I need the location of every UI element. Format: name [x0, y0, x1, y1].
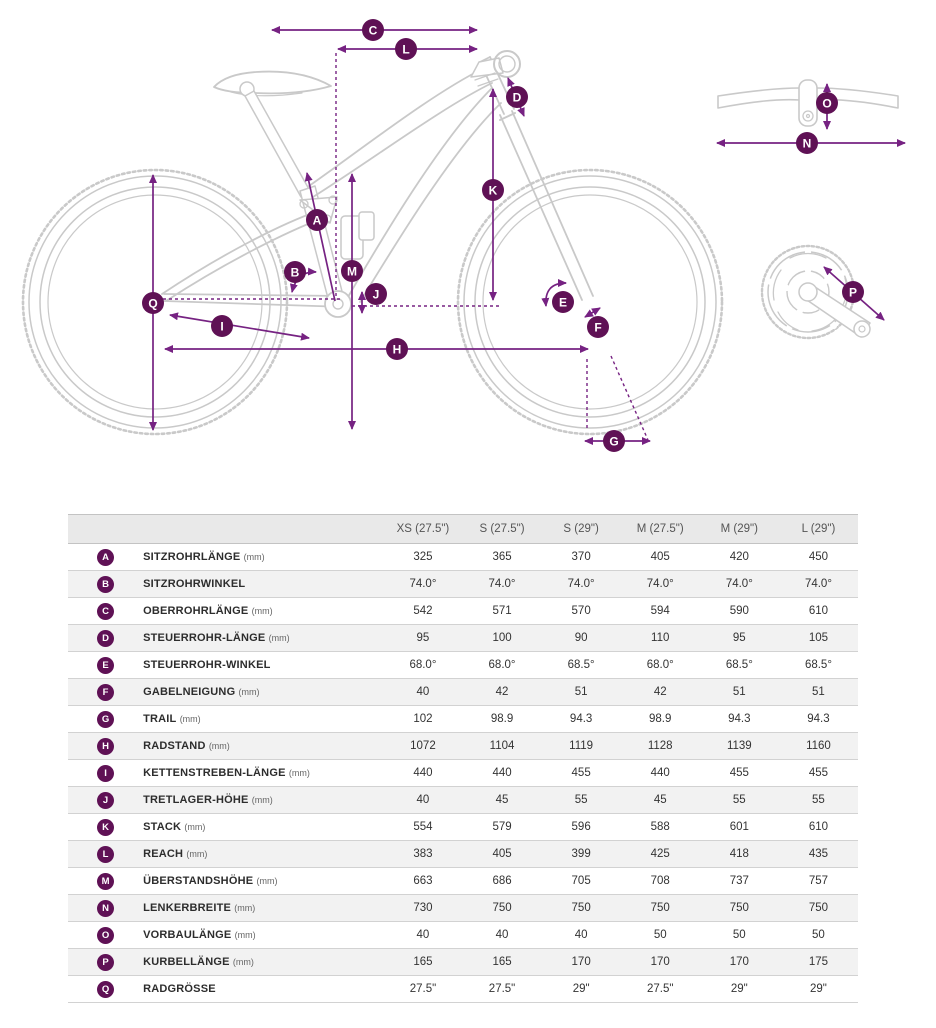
row-badge-cell — [68, 652, 143, 679]
size-header-row — [68, 515, 858, 544]
value-cell: 74.0° — [542, 571, 621, 598]
row-label: SITZROHRWINKEL — [143, 578, 246, 590]
row-label-cell — [143, 544, 383, 571]
row-badge-cell — [68, 976, 143, 1003]
dim-badge-n — [796, 132, 818, 154]
row-badge-cell — [68, 679, 143, 706]
row-label-cell — [143, 652, 383, 679]
row-badge-cell — [68, 922, 143, 949]
row-label-cell — [143, 949, 383, 976]
row-letter-badge: I — [97, 765, 114, 782]
value-cell: 175 — [779, 949, 858, 976]
row-label: OBERROHRLÄNGE — [143, 605, 249, 617]
value-cell: 27.5" — [383, 976, 462, 1003]
dim-badge-d — [506, 86, 528, 108]
value-cell: 399 — [542, 841, 621, 868]
value-cell: 68.5° — [700, 652, 779, 679]
row-badge-cell — [68, 706, 143, 733]
dim-badge-f — [587, 316, 609, 338]
row-unit: (mm) — [234, 930, 256, 940]
value-cell: 50 — [621, 922, 700, 949]
value-cell: 383 — [383, 841, 462, 868]
value-cell: 74.0° — [383, 571, 462, 598]
row-letter-badge: G — [97, 711, 114, 728]
value-cell: 170 — [700, 949, 779, 976]
row-badge-cell — [68, 787, 143, 814]
value-cell: 40 — [383, 922, 462, 949]
row-label: LENKERBREITE — [143, 902, 232, 914]
value-cell: 730 — [383, 895, 462, 922]
value-cell: 590 — [700, 598, 779, 625]
value-cell: 50 — [779, 922, 858, 949]
row-unit: (mm) — [268, 633, 290, 643]
value-cell: 370 — [542, 544, 621, 571]
value-cell: 455 — [542, 760, 621, 787]
value-cell: 325 — [383, 544, 462, 571]
value-cell: 440 — [462, 760, 541, 787]
svg-text:P: P — [848, 285, 858, 300]
bike-geometry-svg — [0, 0, 936, 505]
value-cell: 405 — [462, 841, 541, 868]
row-label: REACH — [143, 848, 184, 860]
dim-badge-l — [395, 38, 417, 60]
value-cell: 110 — [621, 625, 700, 652]
row-badge-cell — [68, 625, 143, 652]
value-cell: 542 — [383, 598, 462, 625]
row-label: TRAIL — [143, 713, 177, 725]
dim-badge-a — [306, 209, 328, 231]
row-unit: (mm) — [208, 741, 230, 751]
dim-line-i — [170, 315, 309, 338]
saddle-icon — [214, 72, 331, 197]
dim-badge-i — [211, 315, 233, 337]
value-cell: 601 — [700, 814, 779, 841]
value-cell: 55 — [542, 787, 621, 814]
value-cell: 29" — [542, 976, 621, 1003]
front-wheel-icon — [458, 170, 722, 434]
row-letter-badge: K — [97, 819, 114, 836]
geometry-table-body — [68, 544, 858, 1003]
value-cell: 40 — [383, 787, 462, 814]
value-cell: 750 — [779, 895, 858, 922]
handlebar-top-view-icon — [718, 80, 898, 126]
value-cell: 365 — [462, 544, 541, 571]
svg-text:K: K — [488, 183, 498, 198]
svg-text:L: L — [402, 42, 410, 57]
row-label-cell — [143, 787, 383, 814]
svg-text:C: C — [368, 23, 378, 38]
row-label: RADGRÖSSE — [143, 983, 216, 995]
value-cell: 750 — [462, 895, 541, 922]
value-cell: 435 — [779, 841, 858, 868]
value-cell: 663 — [383, 868, 462, 895]
value-cell: 450 — [779, 544, 858, 571]
row-label-cell — [143, 679, 383, 706]
row-label: SITZROHRLÄNGE — [143, 551, 241, 563]
value-cell: 1072 — [383, 733, 462, 760]
value-cell: 686 — [462, 868, 541, 895]
value-cell: 105 — [779, 625, 858, 652]
value-cell: 1139 — [700, 733, 779, 760]
row-unit: (mm) — [288, 768, 310, 778]
row-badge-cell — [68, 814, 143, 841]
value-cell: 455 — [779, 760, 858, 787]
row-label-cell — [143, 841, 383, 868]
value-cell: 750 — [700, 895, 779, 922]
header-spacer — [68, 515, 143, 544]
value-cell: 100 — [462, 625, 541, 652]
row-unit: (mm) — [232, 957, 254, 967]
row-badge-cell — [68, 733, 143, 760]
table-row — [68, 598, 858, 625]
table-row — [68, 652, 858, 679]
value-cell: 68.5° — [779, 652, 858, 679]
svg-text:B: B — [290, 265, 300, 280]
row-unit: (mm) — [184, 822, 206, 832]
size-header: S (29") — [542, 515, 621, 544]
geometry-table — [68, 514, 858, 1003]
value-cell: 55 — [700, 787, 779, 814]
value-cell: 90 — [542, 625, 621, 652]
row-label: VORBAULÄNGE — [143, 929, 232, 941]
row-label: TRETLAGER-HÖHE — [143, 794, 249, 806]
value-cell: 42 — [621, 679, 700, 706]
row-unit: (mm) — [256, 876, 278, 886]
table-row — [68, 706, 858, 733]
table-row — [68, 571, 858, 598]
row-label: KURBELLÄNGE — [143, 956, 230, 968]
dim-badge-c — [362, 19, 384, 41]
row-letter-badge: L — [97, 846, 114, 863]
table-row — [68, 760, 858, 787]
row-letter-badge: P — [97, 954, 114, 971]
value-cell: 45 — [462, 787, 541, 814]
value-cell: 29" — [779, 976, 858, 1003]
value-cell: 425 — [621, 841, 700, 868]
value-cell: 68.0° — [462, 652, 541, 679]
row-unit: (mm) — [251, 795, 273, 805]
row-label-cell — [143, 598, 383, 625]
value-cell: 610 — [779, 814, 858, 841]
value-cell: 94.3 — [700, 706, 779, 733]
row-label-cell — [143, 625, 383, 652]
value-cell: 1104 — [462, 733, 541, 760]
row-unit: (mm) — [243, 552, 265, 562]
row-letter-badge: Q — [97, 981, 114, 998]
row-label: STEUERROHR-LÄNGE — [143, 632, 266, 644]
value-cell: 68.0° — [383, 652, 462, 679]
row-letter-badge: D — [97, 630, 114, 647]
row-label: RADSTAND — [143, 740, 206, 752]
row-badge-cell — [68, 760, 143, 787]
geometry-diagram — [0, 0, 936, 505]
row-unit: (mm) — [179, 714, 201, 724]
row-letter-badge: J — [97, 792, 114, 809]
table-row — [68, 949, 858, 976]
svg-text:Q: Q — [148, 296, 158, 311]
value-cell: 708 — [621, 868, 700, 895]
row-badge-cell — [68, 895, 143, 922]
row-letter-badge: H — [97, 738, 114, 755]
row-label-cell — [143, 814, 383, 841]
dim-badge-q — [142, 292, 164, 314]
table-row — [68, 922, 858, 949]
row-label-cell — [143, 706, 383, 733]
row-label: ÜBERSTANDSHÖHE — [143, 875, 254, 887]
row-label-cell — [143, 571, 383, 598]
value-cell: 596 — [542, 814, 621, 841]
dim-badge-e — [552, 291, 574, 313]
row-label: GABELNEIGUNG — [143, 686, 236, 698]
value-cell: 705 — [542, 868, 621, 895]
table-row — [68, 976, 858, 1003]
svg-text:H: H — [392, 342, 402, 357]
value-cell: 40 — [542, 922, 621, 949]
value-cell: 588 — [621, 814, 700, 841]
value-cell: 455 — [700, 760, 779, 787]
value-cell: 165 — [462, 949, 541, 976]
row-label-cell — [143, 895, 383, 922]
row-label-cell — [143, 922, 383, 949]
row-letter-badge: A — [97, 549, 114, 566]
dim-badge-o — [816, 92, 838, 114]
table-row — [68, 787, 858, 814]
value-cell: 757 — [779, 868, 858, 895]
svg-text:N: N — [802, 136, 812, 151]
row-badge-cell — [68, 598, 143, 625]
value-cell: 94.3 — [779, 706, 858, 733]
value-cell: 170 — [542, 949, 621, 976]
value-cell: 579 — [462, 814, 541, 841]
svg-text:O: O — [822, 96, 832, 111]
row-badge-cell — [68, 868, 143, 895]
table-row — [68, 868, 858, 895]
value-cell: 40 — [383, 679, 462, 706]
value-cell: 27.5" — [462, 976, 541, 1003]
dim-line-f — [585, 308, 600, 317]
value-cell: 1128 — [621, 733, 700, 760]
dim-badge-g — [603, 430, 625, 452]
svg-text:F: F — [594, 320, 602, 335]
value-cell: 95 — [700, 625, 779, 652]
value-cell: 420 — [700, 544, 779, 571]
value-cell: 74.0° — [700, 571, 779, 598]
size-header: M (29") — [700, 515, 779, 544]
svg-text:I: I — [220, 319, 224, 334]
row-unit: (mm) — [234, 903, 256, 913]
row-letter-badge: E — [97, 657, 114, 674]
bike-side-view — [23, 51, 898, 434]
row-label: STACK — [143, 821, 182, 833]
row-badge-cell — [68, 571, 143, 598]
value-cell: 68.5° — [542, 652, 621, 679]
size-header: S (27.5") — [462, 515, 541, 544]
value-cell: 51 — [700, 679, 779, 706]
value-cell: 29" — [700, 976, 779, 1003]
dim-badge-k — [482, 179, 504, 201]
value-cell: 51 — [542, 679, 621, 706]
row-letter-badge: O — [97, 927, 114, 944]
value-cell: 102 — [383, 706, 462, 733]
table-row — [68, 679, 858, 706]
row-letter-badge: C — [97, 603, 114, 620]
value-cell: 40 — [462, 922, 541, 949]
value-cell: 74.0° — [462, 571, 541, 598]
row-badge-cell — [68, 544, 143, 571]
geometry-table-section — [68, 514, 858, 1003]
row-label-cell — [143, 733, 383, 760]
value-cell: 170 — [621, 949, 700, 976]
value-cell: 440 — [383, 760, 462, 787]
row-letter-badge: M — [97, 873, 114, 890]
table-row — [68, 841, 858, 868]
value-cell: 571 — [462, 598, 541, 625]
value-cell: 74.0° — [621, 571, 700, 598]
value-cell: 98.9 — [462, 706, 541, 733]
svg-text:G: G — [609, 434, 619, 449]
table-row — [68, 733, 858, 760]
svg-text:J: J — [372, 287, 380, 302]
size-header: XS (27.5") — [383, 515, 462, 544]
value-cell: 68.0° — [621, 652, 700, 679]
value-cell: 1160 — [779, 733, 858, 760]
table-row — [68, 544, 858, 571]
value-cell: 42 — [462, 679, 541, 706]
row-label-cell — [143, 976, 383, 1003]
dim-badge-j — [365, 283, 387, 305]
value-cell: 554 — [383, 814, 462, 841]
table-row — [68, 625, 858, 652]
value-cell: 1119 — [542, 733, 621, 760]
value-cell: 570 — [542, 598, 621, 625]
value-cell: 45 — [621, 787, 700, 814]
dim-badge-p — [842, 281, 864, 303]
row-unit: (mm) — [238, 687, 260, 697]
dim-badge-b — [284, 261, 306, 283]
row-badge-cell — [68, 949, 143, 976]
row-label: KETTENSTREBEN-LÄNGE — [143, 767, 286, 779]
svg-text:M: M — [347, 264, 357, 279]
value-cell: 51 — [779, 679, 858, 706]
row-unit: (mm) — [186, 849, 208, 859]
value-cell: 405 — [621, 544, 700, 571]
row-label-cell — [143, 760, 383, 787]
row-letter-badge: N — [97, 900, 114, 917]
value-cell: 95 — [383, 625, 462, 652]
value-cell: 418 — [700, 841, 779, 868]
value-cell: 594 — [621, 598, 700, 625]
row-unit: (mm) — [251, 606, 273, 616]
row-letter-badge: F — [97, 684, 114, 701]
table-row — [68, 814, 858, 841]
svg-text:D: D — [512, 90, 522, 105]
row-label-cell — [143, 868, 383, 895]
row-label: STEUERROHR-WINKEL — [143, 659, 271, 671]
table-row — [68, 895, 858, 922]
value-cell: 750 — [621, 895, 700, 922]
value-cell: 98.9 — [621, 706, 700, 733]
value-cell: 27.5" — [621, 976, 700, 1003]
value-cell: 165 — [383, 949, 462, 976]
value-cell: 50 — [700, 922, 779, 949]
dim-badge-m — [341, 260, 363, 282]
size-header: M (27.5") — [621, 515, 700, 544]
value-cell: 74.0° — [779, 571, 858, 598]
row-letter-badge: B — [97, 576, 114, 593]
size-header: L (29") — [779, 515, 858, 544]
value-cell: 440 — [621, 760, 700, 787]
value-cell: 55 — [779, 787, 858, 814]
value-cell: 610 — [779, 598, 858, 625]
header-spacer — [143, 515, 383, 544]
value-cell: 737 — [700, 868, 779, 895]
row-badge-cell — [68, 841, 143, 868]
dim-badge-h — [386, 338, 408, 360]
value-cell: 750 — [542, 895, 621, 922]
svg-text:E: E — [558, 295, 568, 310]
value-cell: 94.3 — [542, 706, 621, 733]
svg-text:A: A — [312, 213, 322, 228]
